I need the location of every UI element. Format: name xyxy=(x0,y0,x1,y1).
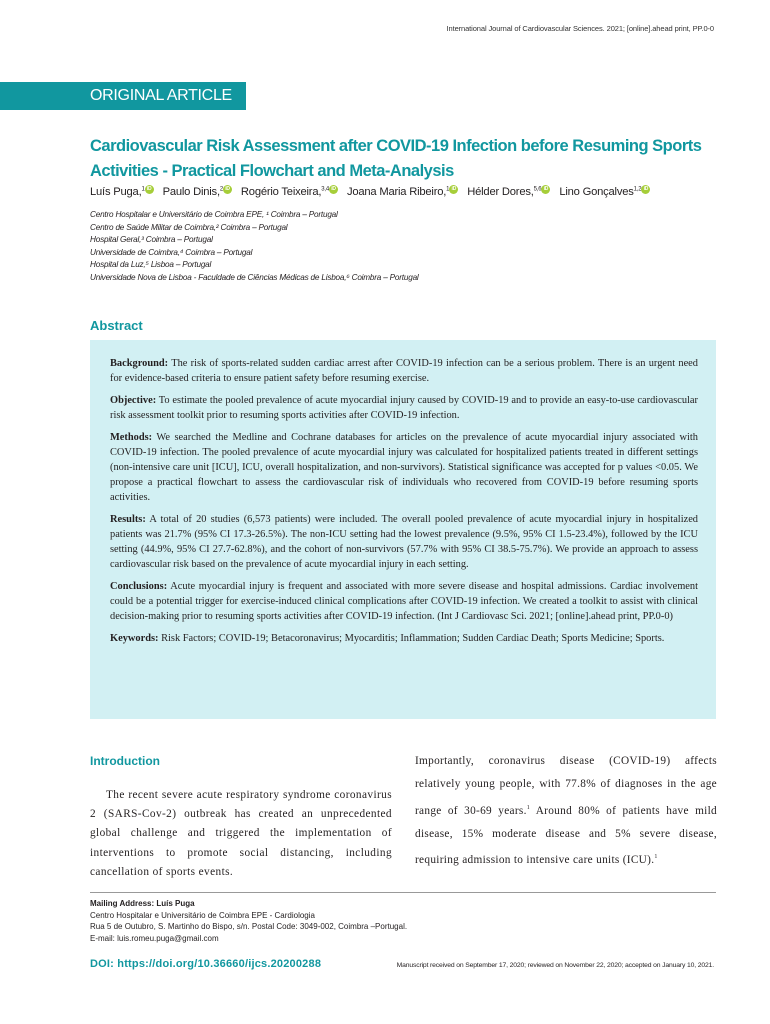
orcid-icon[interactable]: iD xyxy=(541,185,550,194)
journal-header: International Journal of Cardiovascular Sciences. 2021; [online].ahead print, PP.0-0 xyxy=(446,24,714,33)
affiliation: Universidade de Coimbra,⁴ Coimbra – Portugal xyxy=(90,247,253,257)
doi-link[interactable]: DOI: https://doi.org/10.36660/ijcs.20200288 xyxy=(90,958,322,970)
affiliation: Hospital da Luz,⁵ Lisboa – Portugal xyxy=(90,260,212,269)
mailing-address-line: Centro Hospitalar e Universitário de Coimbra EPE - Cardiologia xyxy=(90,910,315,920)
orcid-icon[interactable]: iD xyxy=(641,185,650,194)
author[interactable]: Hélder Dores,$^{5,6}$ iD xyxy=(467,186,550,198)
orcid-icon[interactable]: iD xyxy=(145,185,154,194)
orcid-icon[interactable]: iD xyxy=(223,185,232,194)
author[interactable]: Lino Gonçalves$^{1,2}$ iD xyxy=(559,186,650,198)
affiliation: Hospital Geral,³ Coimbra – Portugal xyxy=(90,235,213,244)
affiliation: Centro de Saúde Militar de Coimbra,² Coimbra – Portugal xyxy=(90,222,288,232)
abstract-box xyxy=(90,340,716,719)
abstract-objective: Objective: To estimate the pooled prevalence of acute myocardial injury caused by COVID-19 and to provide an easy-to-use cardiovascular risk assessment toolkit prior to resuming sports activities after COVID-19 infection. xyxy=(110,395,698,421)
mailing-address-line: Rua 5 de Outubro, S. Martinho do Bispo, s/n. Postal Code: 3049-002, Coimbra –Portugal. xyxy=(90,922,408,931)
author[interactable]: Luís Puga,$^1$ iD xyxy=(90,186,154,198)
abstract-heading: Abstract xyxy=(90,318,143,333)
abstract-results: Results: A total of 20 studies (6,573 patients) were included. The overall pooled prevalence of acute myocardial injury in hospitalized patients was 21.7% (95% CI 17.3-26.5%). The non-ICU setting had the lowest prevalence (9.5%, 95% CI 1.5-23.4%), followed by the ICU setting (44.9%, 95% CI 27.7-62.8%), and the cohort of non-survivors (57.7% with 95% CI 38.5-75.7%). We provide an approach to assess cardiovascular risk based on the prevalence of acute myocardial injury in each setting. xyxy=(110,514,698,570)
author-list xyxy=(90,185,730,198)
abstract-methods: Methods: We searched the Medline and Cochrane databases for articles on the prevalence of acute myocardial injury associated with COVID-19 infection. The pooled prevalence of acute myocardial injury was calculated for hospitalized patients treated in different settings (non-intensive care unit [ICU], ICU, overall hospitalization, and non-survivors). Statistical significance was accepted for p values <0.05. We propose a practical flowchart to assess the cardiovascular risk of individuals who recovered from COVID-19 before resuming sports activities. xyxy=(110,432,698,503)
abstract-background: Background: The risk of sports-related sudden cardiac arrest after COVID-19 infection can be a serious problem. There is an urgent need for evidence-based criteria to ensure patient safety before resuming exercise. xyxy=(110,358,698,384)
article-type-banner: ORIGINAL ARTICLE xyxy=(0,82,246,110)
abstract-keywords: Keywords: Risk Factors; COVID-19; Betacoronavirus; Myocarditis; Inflammation; Sudden Cardiac Death; Sports Medicine; Sports. xyxy=(110,633,665,644)
mailing-address xyxy=(90,898,490,944)
author[interactable]: Paulo Dinis,$^2$ iD xyxy=(163,186,232,198)
author[interactable]: Joana Maria Ribeiro,$^1$ iD xyxy=(347,186,458,198)
mailing-email[interactable]: E-mail: luis.romeu.puga@gmail.com xyxy=(90,933,219,943)
footnote-divider xyxy=(90,892,716,893)
affiliation-list xyxy=(90,209,650,284)
manuscript-dates: Manuscript received on September 17, 2020; reviewed on November 22, 2020; accepted on January 10, 2021. xyxy=(396,962,714,969)
introduction-paragraph-left: The recent severe acute respiratory syndrome coronavirus 2 (SARS-Cov-2) outbreak has created an unprecedented global challenge and triggered the implementation of interventions to promote social distancing, including cancellation of sports events. xyxy=(90,789,392,878)
mailing-address-label: Mailing Address: Luís Puga xyxy=(90,899,195,908)
orcid-icon[interactable]: iD xyxy=(449,185,458,194)
affiliation: Universidade Nova de Lisboa - Faculdade de Ciências Médicas de Lisboa,⁶ Coimbra – Portugal xyxy=(90,272,419,282)
article-title: Cardiovascular Risk Assessment after COVID-19 Infection before Resuming Sports Activities - Practical Flowchart and Meta-Analysis xyxy=(90,137,702,180)
introduction-paragraph-right: Importantly, coronavirus disease (COVID-19) affects relatively young people, with 77.8% of diagnoses in the age range of 30-69 years.$^1$ Around 80% of patients have mild disease, 15% moderate disease and 5% severe disease, requiring admission to intensive care units (ICU).$^1$ xyxy=(415,755,717,867)
abstract-conclusions: Conclusions: Acute myocardial injury is frequent and associated with more severe disease and hospital admissions. Cardiac involvement could be a potential trigger for exercise-induced clinical complications after COVID-19 infection. We created a toolkit to assist with clinical decision-making prior to resuming sports activities after COVID-19 infection. (Int J Cardiovasc Sci. 2021; [online].ahead print, PP.0-0) xyxy=(110,581,698,622)
author[interactable]: Rogério Teixeira,$^{3,4}$ iD xyxy=(241,186,338,198)
affiliation: Centro Hospitalar e Universitário de Coimbra EPE, ¹ Coimbra – Portugal xyxy=(90,210,338,219)
introduction-heading: Introduction xyxy=(90,754,160,768)
orcid-icon[interactable]: iD xyxy=(329,185,338,194)
